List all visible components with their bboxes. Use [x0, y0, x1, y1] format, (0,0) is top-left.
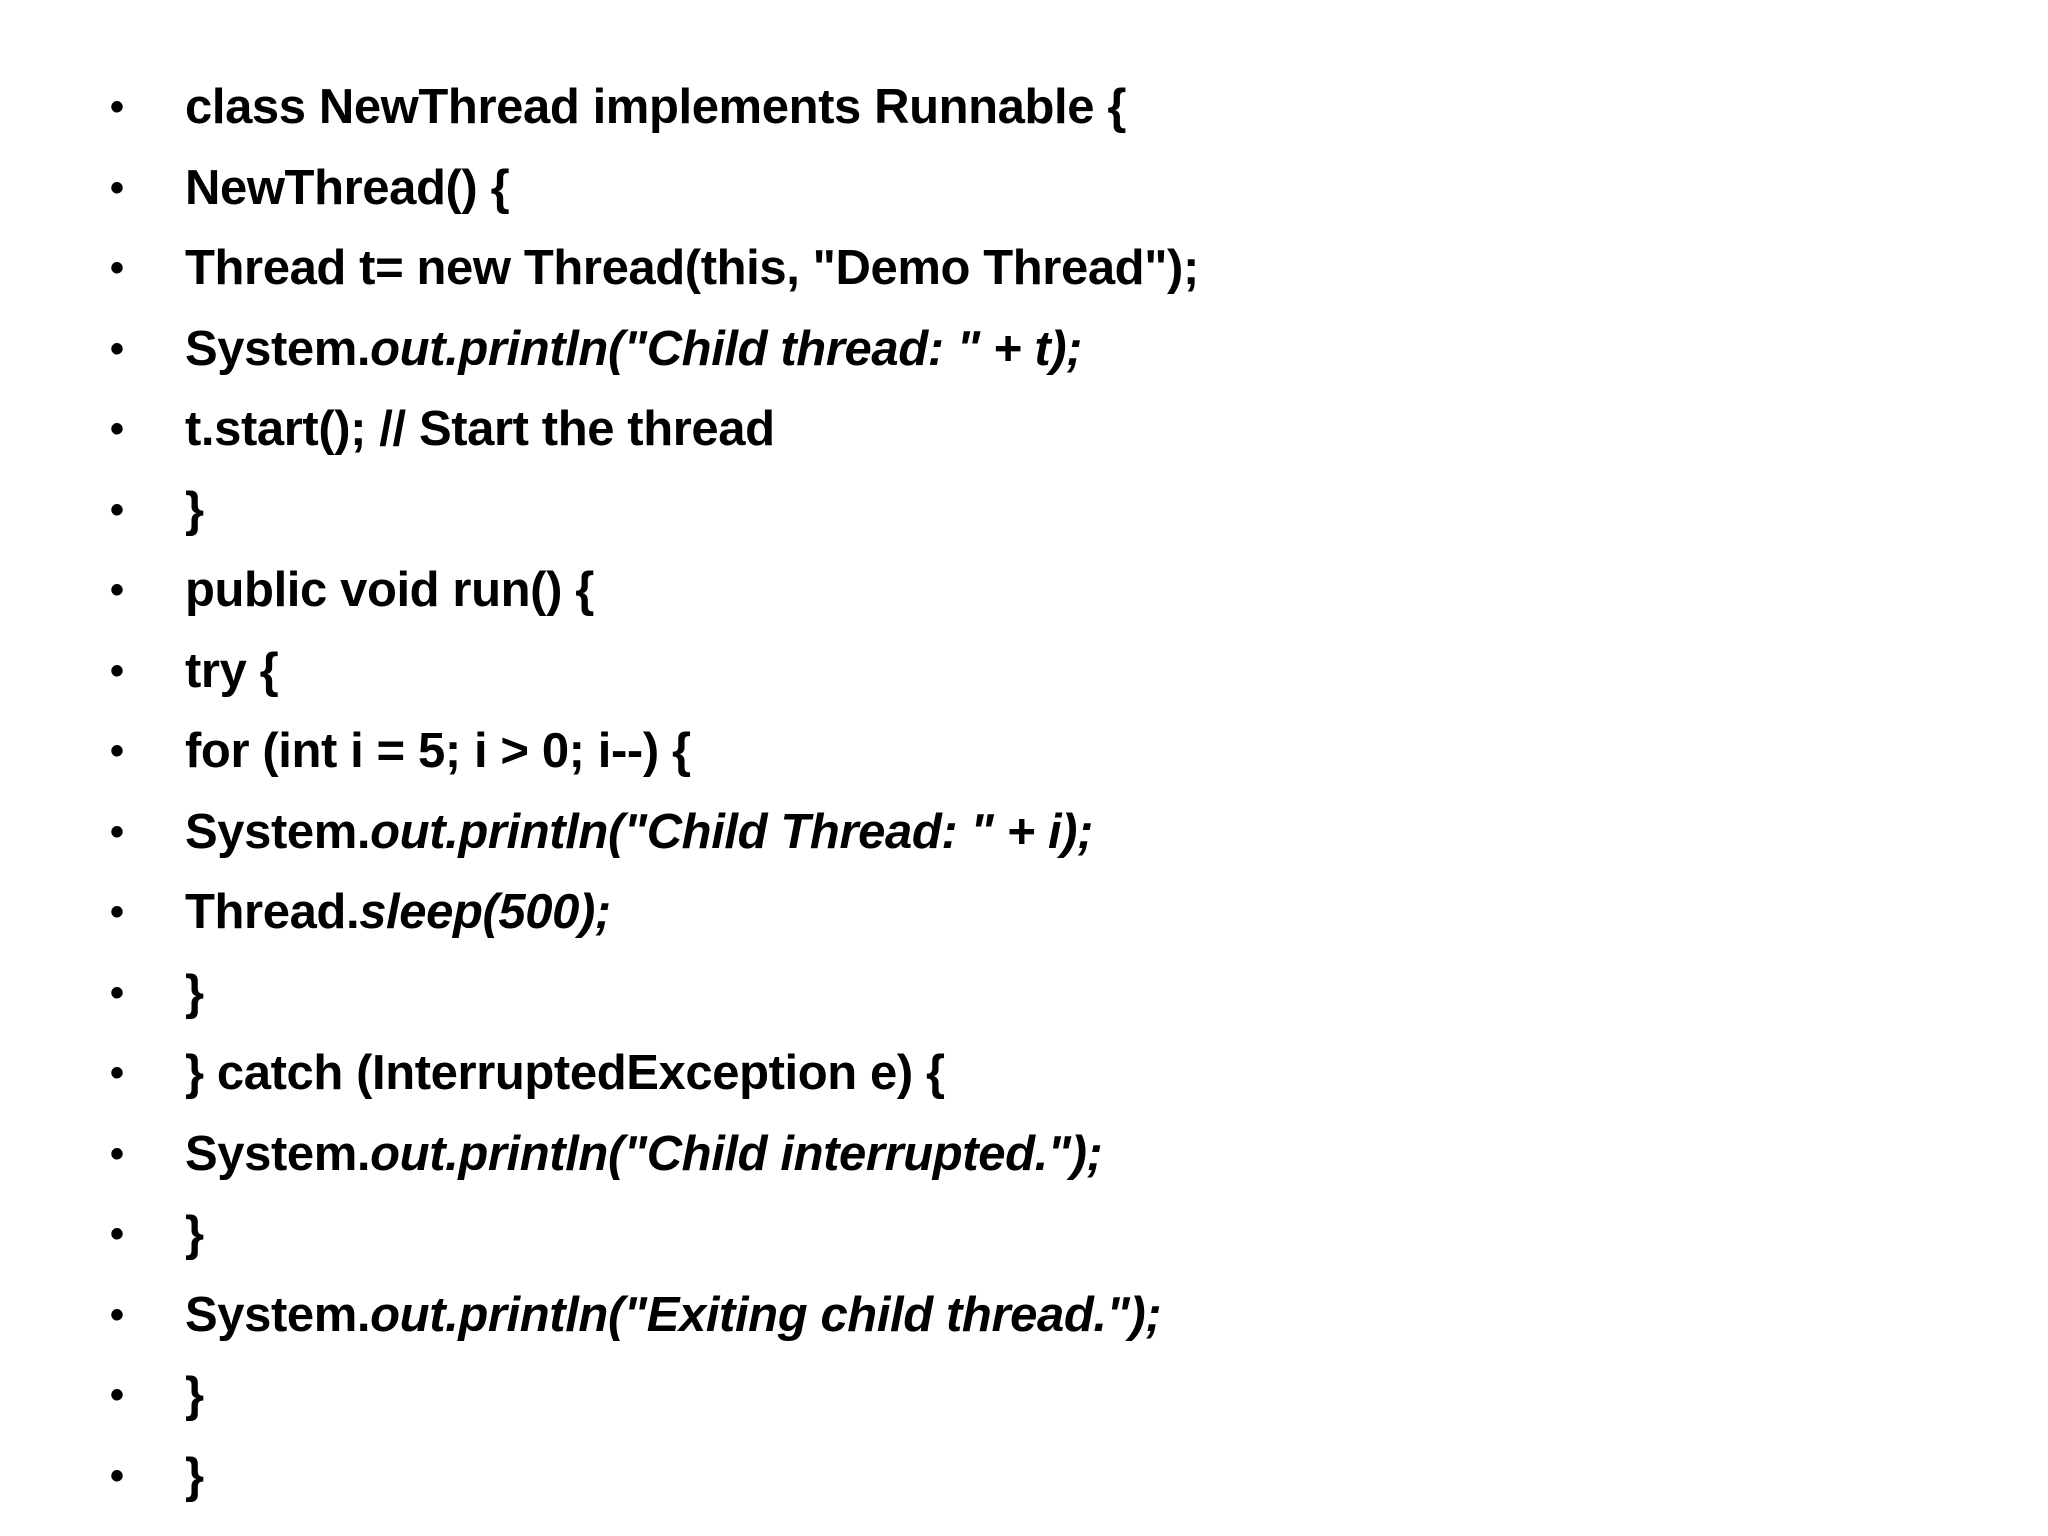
code-segment-italic: out.println("Child thread: " + t); [370, 321, 1083, 376]
code-line-text [185, 67, 1126, 147]
code-segment: Thread. [185, 885, 360, 939]
code-line-text [185, 792, 1093, 872]
code-segment: System. [185, 804, 371, 859]
code-segment: } [185, 1448, 204, 1503]
code-segment-italic: out.println("Child Thread: " + i); [370, 804, 1094, 859]
code-segment: NewThread() { [185, 160, 510, 215]
bullet-icon: • [109, 1453, 124, 1498]
code-line-text [185, 1436, 204, 1516]
bullet-icon: • [109, 970, 124, 1015]
code-segment: } catch (InterruptedException e) { [185, 1046, 945, 1100]
bullet-icon: • [109, 85, 124, 129]
code-segment: System. [185, 1287, 371, 1342]
code-segment-italic: out.println("Exiting child thread."); [370, 1287, 1162, 1342]
code-segment: } [185, 1368, 204, 1422]
code-line-text [185, 389, 775, 469]
code-segment: try { [185, 643, 279, 698]
bullet-icon: • [109, 809, 124, 854]
code-segment: class NewThread implements Runnable { [185, 80, 1126, 134]
bullet-icon: • [109, 1131, 124, 1176]
code-segment: Thread t= new Thread(this, "Demo Thread"); [185, 241, 1199, 295]
code-segment-italic: sleep(500); [359, 885, 611, 939]
code-segment: } [185, 1207, 204, 1261]
code-segment: System. [185, 1126, 371, 1181]
code-segment: } [185, 965, 204, 1020]
bullet-icon: • [109, 165, 124, 210]
bullet-icon: • [109, 1212, 124, 1256]
bullet-icon: • [109, 1292, 124, 1337]
bullet-icon: • [109, 1373, 124, 1417]
bullet-icon: • [109, 407, 124, 451]
code-line-text [185, 1275, 1161, 1355]
bullet-icon: • [109, 648, 124, 693]
code-segment: public void run() { [185, 563, 594, 617]
bullet-icon: • [109, 326, 124, 371]
code-segment-italic: out.println("Child interrupted."); [370, 1126, 1103, 1181]
code-line-text [185, 309, 1082, 389]
bullet-icon: • [109, 729, 124, 773]
code-segment: } [185, 482, 204, 537]
bullet-icon: • [109, 568, 124, 612]
code-line-text [185, 470, 204, 550]
code-segment: for (int i = 5; i > 0; i--) { [185, 724, 691, 778]
code-line-text [185, 228, 1199, 308]
code-line-text [185, 148, 509, 228]
code-segment: System. [185, 321, 371, 376]
bullet-icon: • [109, 890, 124, 934]
code-line-text [185, 953, 204, 1033]
bullet-icon: • [109, 1051, 124, 1095]
code-line-text [185, 631, 278, 711]
bullet-icon: • [109, 487, 124, 532]
code-line-text [185, 1033, 945, 1113]
code-segment: t.start(); // Start the thread [185, 402, 775, 456]
code-line-text [185, 711, 691, 791]
code-line-text [185, 872, 611, 952]
code-line-text [185, 1194, 204, 1274]
code-line-text [185, 1114, 1102, 1194]
code-line-text [185, 1355, 204, 1435]
code-line-text [185, 550, 594, 630]
bullet-icon: • [109, 246, 124, 290]
